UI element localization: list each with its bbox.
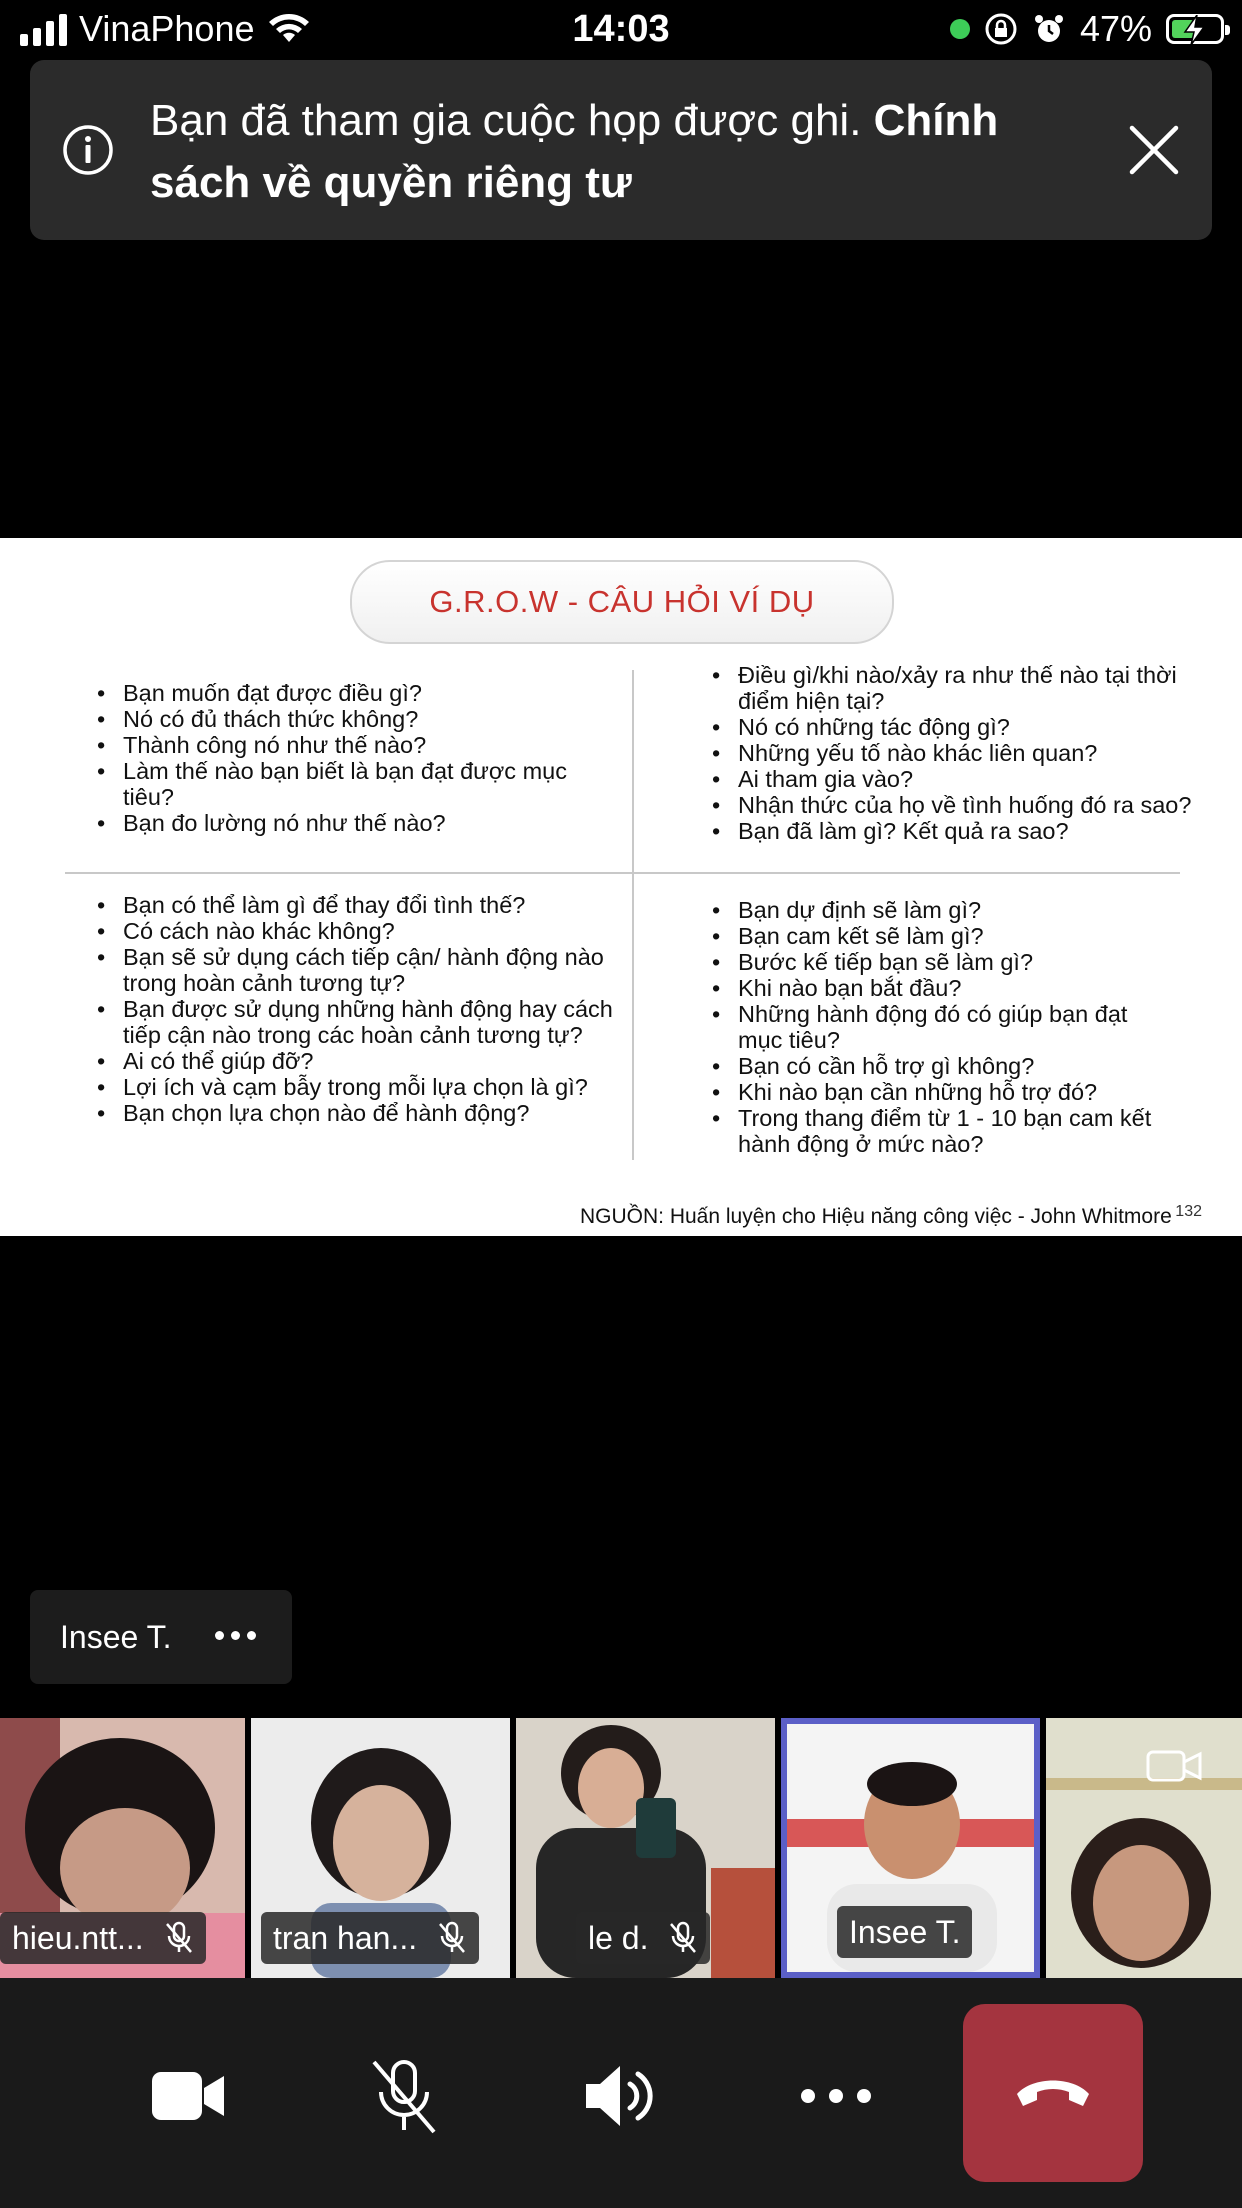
mic-off-icon bbox=[437, 1921, 467, 1955]
close-icon[interactable] bbox=[1126, 122, 1182, 178]
slide-bullet: • Nó có những tác động gì? bbox=[738, 714, 1230, 740]
slide-bullet: • Bạn sẽ sử dụng cách tiếp cận/ hành động nào trong hoàn cảnh tương tự? bbox=[123, 944, 635, 996]
banner-text: Bạn đã tham gia cuộc họp được ghi. bbox=[150, 96, 874, 145]
slide-source: NGUỒN: Huấn luyện cho Hiệu năng công việc - John Whitmore bbox=[580, 1205, 1172, 1228]
mic-off-icon bbox=[668, 1921, 698, 1955]
participant-label bbox=[261, 1912, 479, 1964]
participant-label bbox=[837, 1906, 972, 1958]
divider-horizontal bbox=[65, 872, 1180, 874]
shared-slide bbox=[0, 538, 1242, 1236]
camera-in-use-dot bbox=[950, 19, 970, 39]
slide-bullet: • Bạn có thể làm gì để thay đổi tình thế? bbox=[123, 892, 635, 918]
slide-bullet: • Bạn được sử dụng những hành động hay cách tiếp cận nào trong các hoàn cảnh tương tự? bbox=[123, 996, 635, 1048]
rotation-lock-icon bbox=[984, 12, 1018, 46]
slide-bullet: • Khi nào bạn cần những hỗ trợ đó? bbox=[738, 1079, 1170, 1105]
camera-off-icon bbox=[1146, 1746, 1202, 1786]
slide-bullet: • Bạn chọn lựa chọn nào để hành động? bbox=[123, 1100, 635, 1126]
slide-page-number: 132 bbox=[1175, 1203, 1202, 1220]
quadrant-options bbox=[75, 892, 635, 1126]
privacy-policy-link[interactable]: Chính sách về quyền riêng tư bbox=[150, 96, 999, 207]
status-right bbox=[950, 8, 1224, 50]
status-bar bbox=[0, 0, 1242, 62]
recording-banner bbox=[30, 60, 1212, 240]
slide-bullet: • Ai tham gia vào? bbox=[738, 766, 1230, 792]
participant-name: hieu.ntt... bbox=[12, 1919, 144, 1956]
slide-bullet: • Bạn cam kết sẽ làm gì? bbox=[738, 923, 1170, 949]
participant-label bbox=[0, 1912, 206, 1964]
slide-bullet: • Bạn đã làm gì? Kết quả ra sao? bbox=[738, 818, 1230, 844]
more-icon[interactable] bbox=[215, 1631, 256, 1640]
quadrant-goal bbox=[75, 680, 615, 836]
participant-tile[interactable] bbox=[516, 1718, 775, 1978]
slide-bullet: • Những hành động đó có giúp bạn đạt mục tiêu? bbox=[738, 1001, 1170, 1053]
slide-bullet: • Có cách nào khác không? bbox=[123, 918, 635, 944]
quadrant-reality bbox=[690, 662, 1230, 844]
slide-bullet: • Bạn dự định sẽ làm gì? bbox=[738, 897, 1170, 923]
divider-vertical bbox=[632, 670, 634, 1160]
participant-tile[interactable] bbox=[0, 1718, 245, 1978]
participant-name: Insee T. bbox=[849, 1913, 961, 1950]
participant-tile-active[interactable] bbox=[781, 1718, 1040, 1978]
battery-percent: 47% bbox=[1079, 8, 1152, 49]
participant-name: tran han... bbox=[273, 1919, 418, 1956]
slide-bullet: • Ai có thể giúp đỡ? bbox=[123, 1048, 635, 1074]
participant-strip[interactable] bbox=[0, 1718, 1242, 1978]
mic-off-icon bbox=[164, 1921, 194, 1955]
slide-title: G.R.O.W - CÂU HỎI VÍ DỤ bbox=[350, 560, 894, 644]
slide-bullet: • Thành công nó như thế nào? bbox=[123, 732, 615, 758]
carrier-name: VinaPhone bbox=[79, 8, 255, 49]
slide-bullet: • Bạn muốn đạt được điều gì? bbox=[123, 680, 615, 706]
participant-video bbox=[1046, 1718, 1242, 1978]
battery-charging-icon bbox=[1166, 14, 1224, 44]
slide-bullet: • Nó có đủ thách thức không? bbox=[123, 706, 615, 732]
slide-bullet: • Trong thang điểm từ 1 - 10 bạn cam kết hành động ở mức nào? bbox=[738, 1105, 1170, 1157]
more-icon[interactable] bbox=[796, 2056, 876, 2136]
slide-bullet: • Khi nào bạn bắt đầu? bbox=[738, 975, 1170, 1001]
call-controls bbox=[0, 1978, 1242, 2208]
participant-label bbox=[576, 1912, 710, 1964]
alarm-icon bbox=[1032, 12, 1066, 46]
slide-bullet: • Nhận thức của họ về tình huống đó ra sao? bbox=[738, 792, 1230, 818]
active-speaker-name: Insee T. bbox=[60, 1618, 172, 1655]
slide-bullet: • Lợi ích và cạm bẫy trong mỗi lựa chọn là gì? bbox=[123, 1074, 635, 1100]
camera-icon[interactable] bbox=[148, 2056, 228, 2136]
end-call-button[interactable] bbox=[963, 2004, 1143, 2182]
speaker-icon[interactable] bbox=[580, 2056, 660, 2136]
slide-bullet: • Bạn đo lường nó như thế nào? bbox=[123, 810, 615, 836]
slide-bullet: • Những yếu tố nào khác liên quan? bbox=[738, 740, 1230, 766]
slide-bullet: • Làm thế nào bạn biết là bạn đạt được mục tiêu? bbox=[123, 758, 615, 810]
quadrant-will bbox=[690, 897, 1170, 1157]
end-call-icon bbox=[1013, 2064, 1093, 2120]
clock: 14:03 bbox=[572, 8, 670, 50]
slide-bullet: • Bạn có cần hỗ trợ gì không? bbox=[738, 1053, 1170, 1079]
mic-off-icon[interactable] bbox=[364, 2056, 444, 2136]
info-icon bbox=[62, 124, 114, 176]
participant-tile[interactable] bbox=[251, 1718, 510, 1978]
participant-name: le d. bbox=[588, 1919, 649, 1956]
banner-message bbox=[150, 90, 1070, 214]
slide-bullet: • Bước kế tiếp bạn sẽ làm gì? bbox=[738, 949, 1170, 975]
active-speaker-label[interactable] bbox=[30, 1590, 292, 1684]
slide-bullet: • Điều gì/khi nào/xảy ra như thế nào tại thời điểm hiện tại? bbox=[738, 662, 1230, 714]
participant-tile[interactable] bbox=[1046, 1718, 1242, 1978]
